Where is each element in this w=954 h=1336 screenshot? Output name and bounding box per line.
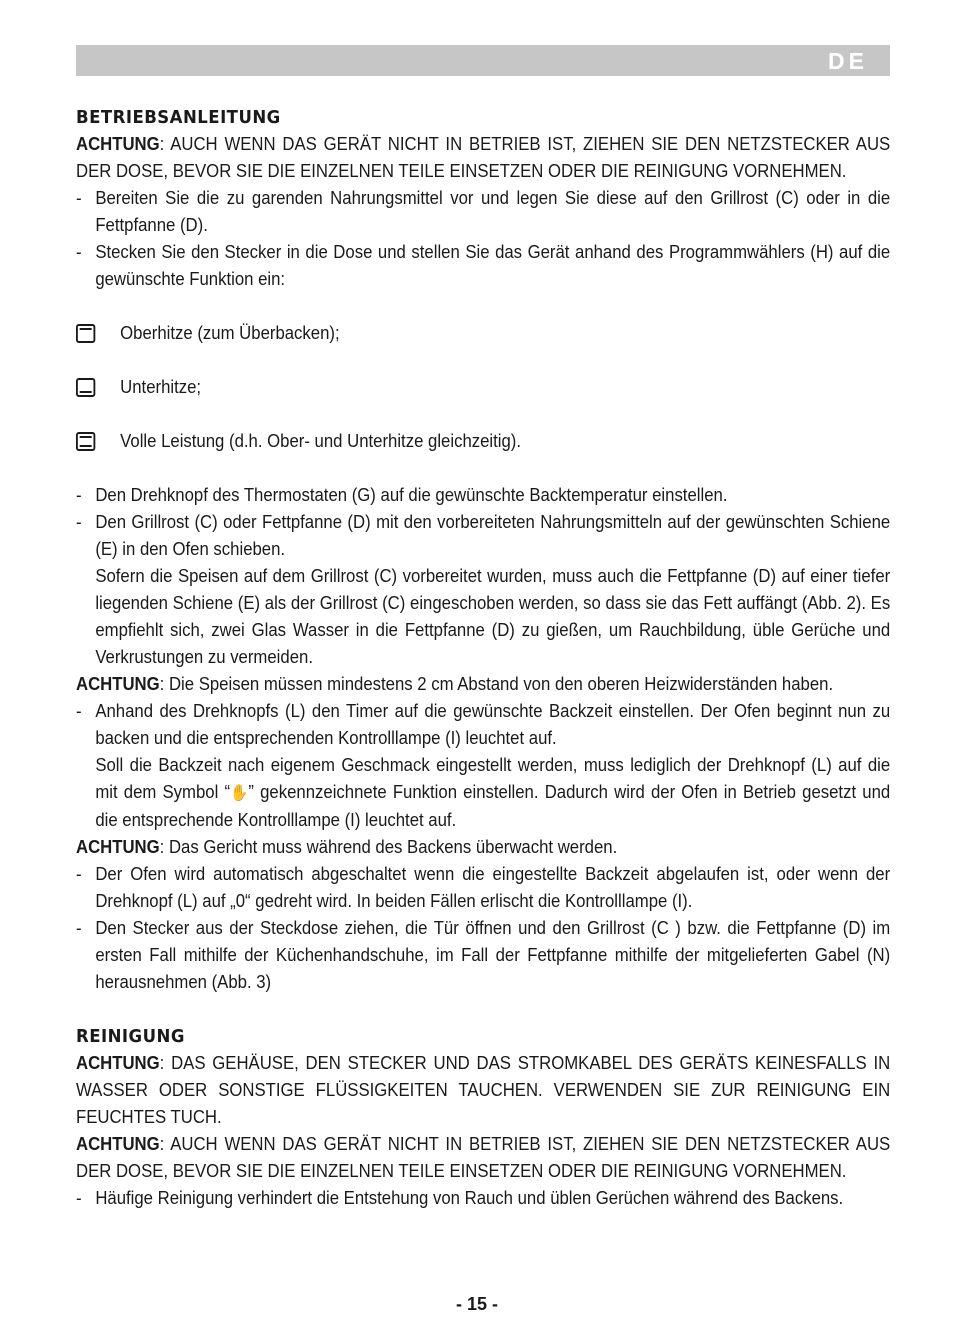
section-heading-operation: BETRIEBSANLEITUNG — [76, 107, 281, 128]
warning-label: ACHTUNG — [76, 837, 160, 857]
list-item — [76, 239, 890, 293]
mode-label: Oberhitze (zum Überbacken); — [120, 323, 340, 343]
warning-paragraph — [76, 834, 890, 861]
list-item — [76, 1185, 890, 1212]
language-header-bar — [76, 45, 890, 76]
list-item — [76, 185, 890, 239]
warning-paragraph — [76, 131, 890, 185]
continuation-text-b: ” gekennzeichnete Funktion einstellen. Dadurch wird der Ofen in Betrieb gesetzt und die entsprechende Kontrolllampe (I) leuchtet auf. — [95, 782, 891, 830]
warning-paragraph — [76, 1131, 890, 1185]
list-item-continuation — [76, 752, 890, 834]
list-item — [76, 915, 890, 996]
list-item-text: Anhand des Drehknopfs (L) den Timer auf die gewünschte Backzeit einstellen. Der Ofen beginnt nun zu backen und die entsprechenden Kontrolllampe (I) leuchtet auf. — [95, 701, 891, 748]
bullet-dash: - — [76, 918, 82, 938]
bullet-dash: - — [76, 864, 82, 884]
list-item-text: Bereiten Sie die zu garenden Nahrungsmittel vor und legen Sie diese auf den Grillrost (C) oder in die Fettpfanne (D). — [95, 188, 891, 235]
warning-paragraph — [76, 1050, 890, 1131]
list-item-text: Den Stecker aus der Steckdose ziehen, die Tür öffnen und den Grillrost (C ) bzw. die Fettpfanne (D) im ersten Fall mithilfe der Küchenhandschuhe, im Fall der Fettpfanne mithilfe der mitgelieferten Gabel (N) herausnehmen (Abb. 3) — [95, 918, 891, 992]
warning-text: : AUCH WENN DAS GERÄT NICHT IN BETRIEB IST, ZIEHEN SIE DEN NETZSTECKER AUS DER DOSE, BEVOR SIE DIE EINZELNEN TEILE EINSETZEN ODER DIE REINIGUNG VORNEHMEN. — [76, 134, 891, 181]
bullet-dash: - — [76, 485, 82, 505]
mode-label: Unterhitze; — [120, 377, 202, 397]
section-heading-cleaning: REINIGUNG — [76, 1026, 185, 1047]
bullet-dash: - — [76, 188, 82, 208]
warning-label: ACHTUNG — [76, 134, 160, 154]
list-item-text: Stecken Sie den Stecker in die Dose und stellen Sie das Gerät anhand des Programmwählers (H) auf die gewünschte Funktion ein: — [95, 242, 891, 289]
warning-paragraph — [76, 671, 890, 698]
full-heat-icon — [76, 432, 95, 451]
warning-text: : DAS GEHÄUSE, DEN STECKER UND DAS STROMKABEL DES GERÄTS KEINESFALLS IN WASSER ODER SONSTIGE FLÜSSIGKEITEN TAUCHEN. VERWENDEN SIE ZUR REINIGUNG EIN FEUCHTES TUCH. — [76, 1053, 891, 1127]
warning-text: : Das Gericht muss während des Backens überwacht werden. — [159, 837, 618, 857]
bullet-dash: - — [76, 512, 82, 532]
bullet-dash: - — [76, 1188, 82, 1208]
mode-label: Volle Leistung (d.h. Ober- und Unterhitze gleichzeitig). — [120, 431, 522, 451]
list-item — [76, 698, 890, 752]
bullet-dash: - — [76, 242, 82, 262]
warning-label: ACHTUNG — [76, 1134, 160, 1154]
list-item — [76, 509, 890, 563]
list-item-text: Den Drehknopf des Thermostaten (G) auf die gewünschte Backtemperatur einstellen. — [95, 485, 728, 505]
mode-top-heat — [76, 320, 890, 347]
page-number: - 15 - — [455, 1294, 498, 1314]
warning-text: : Die Speisen müssen mindestens 2 cm Abstand von den oberen Heizwiderständen haben. — [159, 674, 834, 694]
list-item-continuation: Sofern die Speisen auf dem Grillrost (C) vorbereitet wurden, muss auch die Fettpfanne (D) auf einer tiefer liegenden Schiene (E) als der Grillrost (C) eingeschoben werden, so dass sie das Fett auffängt (Abb. 2). Es empfiehlt sich, zwei Glas Wasser in die Fettpfanne (D) zu gießen, um Rauchbildung, üble Gerüche und Verkrustungen zu vermeiden. — [95, 566, 891, 667]
language-code: DE — [828, 48, 868, 74]
warning-text: : AUCH WENN DAS GERÄT NICHT IN BETRIEB IST, ZIEHEN SIE DEN NETZSTECKER AUS DER DOSE, BEVOR SIE DIE EINZELNEN TEILE EINSETZEN ODER DIE REINIGUNG VORNEHMEN. — [76, 1134, 891, 1181]
top-heat-icon — [76, 324, 95, 343]
list-item-text: Der Ofen wird automatisch abgeschaltet wenn die eingestellte Backzeit abgelaufen ist, oder wenn der Drehknopf (L) auf „0“ gedreht wird. In beiden Fällen erlischt die Kontrolllampe (I). — [95, 864, 891, 911]
page-content — [76, 104, 890, 1212]
continuation-text-a: Soll die Backzeit nach eigenem Geschmack eingestellt werden, muss lediglich der Drehknopf (L) auf die mit dem Symbol “ — [95, 755, 891, 802]
list-item-text: Den Grillrost (C) oder Fettpfanne (D) mit den vorbereiteten Nahrungsmitteln auf der gewünschten Schiene (E) in den Ofen schieben. — [95, 512, 891, 559]
mode-bottom-heat — [76, 374, 890, 401]
warning-label: ACHTUNG — [76, 1053, 160, 1073]
list-item — [76, 861, 890, 915]
hand-symbol-icon: ✋ — [230, 785, 249, 802]
mode-full-power — [76, 428, 890, 455]
list-item — [76, 482, 890, 509]
warning-label: ACHTUNG — [76, 674, 160, 694]
bottom-heat-icon — [76, 378, 95, 397]
bullet-dash: - — [76, 701, 82, 721]
list-item-text: Häufige Reinigung verhindert die Entstehung von Rauch und üblen Gerüchen während des Backens. — [95, 1188, 844, 1208]
